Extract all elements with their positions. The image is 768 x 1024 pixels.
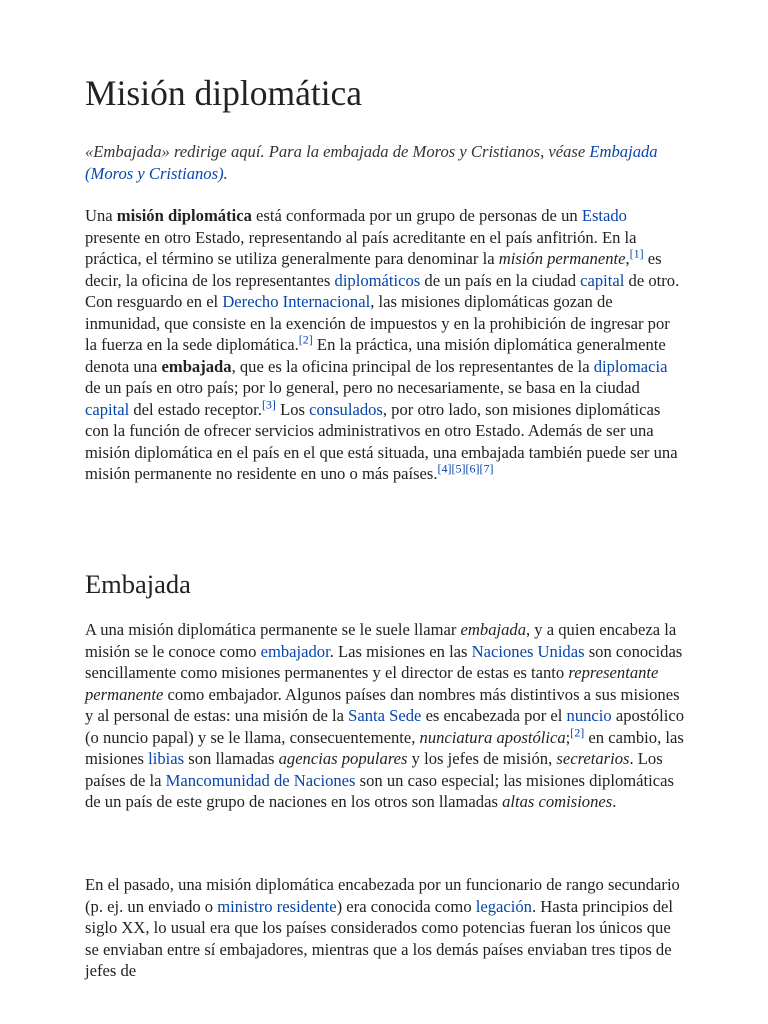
text: ; [565, 727, 571, 747]
reference-7[interactable]: [7] [479, 461, 494, 476]
text: , y a quien encabeza la misión se le conoce como [85, 620, 677, 661]
text: . Las misiones en las [329, 641, 472, 661]
link-santa-sede[interactable]: Santa Sede [348, 706, 422, 725]
italic-representante-permanente: representante permanente [85, 663, 659, 704]
text: y los jefes de misión, [407, 749, 557, 768]
italic-mision-permanente: misión permanente [498, 249, 626, 268]
link-legacion[interactable]: legación [475, 896, 532, 916]
text: . Hasta principios del siglo XX, lo usual era que los países considerados como potencias fueran los únicos que se enviaban entre sí embajadores, mientras que a los demás países enviaban tres tipos de jefes de [85, 896, 673, 980]
text: , que es la oficina principal de los representantes de la [231, 356, 594, 376]
text: En el pasado, una misión diplomática encabezada por un funcionario de rango secundario (p. ej. un enviado o [85, 875, 680, 916]
text: , las misiones diplomáticas gozan de inmunidad, que consiste en la exención de impuestos y en la prohibición de ingresar por la fuerza en la sede diplomática. [85, 292, 670, 354]
text: Una [85, 206, 117, 225]
text: . Los países de la [85, 749, 663, 790]
link-capital[interactable]: capital [85, 399, 130, 419]
italic-embajada: embajada [460, 620, 526, 639]
text: del estado receptor. [129, 399, 262, 419]
text: apostólico (o nuncio papal) y se le llama, consecuentemente, [85, 706, 685, 747]
embajada-paragraph-1 [85, 619, 685, 813]
text: presente en otro Estado, representando al país acreditante en el país anfitrión. En la práctica, el término se utiliza generalmente para denominar la [85, 227, 637, 268]
link-diplomaticos[interactable]: diplomáticos [334, 270, 421, 290]
text: de un país en la ciudad [420, 270, 581, 290]
section-heading-embajada: Embajada [85, 569, 191, 599]
reference-2[interactable]: [2] [298, 332, 313, 347]
text: son llamadas [184, 749, 279, 768]
text: A una misión diplomática permanente se le suele llamar [85, 620, 461, 639]
link-nuncio[interactable]: nuncio [566, 706, 612, 725]
text: Los [275, 399, 310, 419]
embajada-paragraph-2 [85, 874, 685, 982]
text: es encabezada por el [421, 706, 567, 725]
article [85, 68, 685, 980]
text: son conocidas sencillamente como misiones permanentes y el director de estas es tanto [85, 641, 683, 682]
link-ministro-residente[interactable]: ministro residente [217, 896, 337, 916]
hatnote-text: «Embajada» redirige aquí. Para la embajada de Moros y Cristianos, véase [85, 142, 586, 161]
text: como embajador. Algunos países dan nombres más distintivos a sus misiones y al personal de estas: una misión de la [85, 684, 680, 725]
text: , [625, 249, 630, 268]
reference-1[interactable]: [1] [629, 246, 644, 261]
hatnote-end: . [223, 163, 228, 183]
link-estado[interactable]: Estado [581, 206, 627, 225]
link-diplomacia[interactable]: diplomacia [593, 356, 668, 376]
italic-secretarios: secretarios [556, 749, 630, 768]
bold-term-embajada: embajada [161, 356, 232, 376]
text: En la práctica, una misión diplomática generalmente denota una [85, 335, 666, 376]
text: en cambio, las misiones [85, 727, 684, 768]
text: , por otro lado, son misiones diplomáticas con la función de ofrecer servicios administrativos en otro Estado. Además de ser una misión diplomática en el país en el que está situada, una embajada también puede ser una misión permanente no residente en uno o más países. [85, 399, 678, 483]
text: . [612, 792, 617, 811]
text: son un caso especial; las misiones diplomáticas de un país de este grupo de naciones en los otros son llamadas [85, 770, 674, 811]
intro-paragraph [85, 205, 685, 485]
text: de otro. Con resguardo en el [85, 270, 680, 311]
text: es decir, la oficina de los representantes [85, 249, 662, 290]
link-capital[interactable]: capital [580, 270, 625, 290]
link-consulados[interactable]: consulados [309, 399, 383, 419]
reference-3[interactable]: [3] [261, 396, 276, 411]
hatnote-link-embajada-moros[interactable]: Embajada (Moros y Cristianos) [85, 142, 658, 183]
link-libias[interactable]: libias [148, 749, 185, 768]
reference-5[interactable]: [5] [451, 461, 466, 476]
text: de un país en otro país; por lo general, pero no necesariamente, se basa en la ciudad [85, 378, 640, 397]
text: está conformada por un grupo de personas de un [251, 206, 582, 225]
bold-term-mision-diplomatica: misión diplomática [116, 206, 252, 225]
link-mancomunidad-de-naciones[interactable]: Mancomunidad de Naciones [165, 770, 356, 790]
hatnote [85, 141, 685, 184]
reference-6[interactable]: [6] [465, 461, 480, 476]
page-title: Misión diplomática [85, 73, 363, 113]
text: ) era conocida como [336, 896, 476, 916]
link-derecho-internacional[interactable]: Derecho Internacional [222, 292, 371, 311]
link-naciones-unidas[interactable]: Naciones Unidas [471, 641, 585, 661]
italic-altas-comisiones: altas comisiones [502, 792, 613, 811]
italic-agencias-populares: agencias populares [278, 749, 408, 768]
link-embajador[interactable]: embajador [260, 641, 330, 661]
italic-nunciatura-apostolica: nunciatura apostólica [419, 727, 566, 747]
reference-4[interactable]: [4] [437, 461, 452, 476]
reference-2[interactable]: [2] [570, 724, 585, 739]
